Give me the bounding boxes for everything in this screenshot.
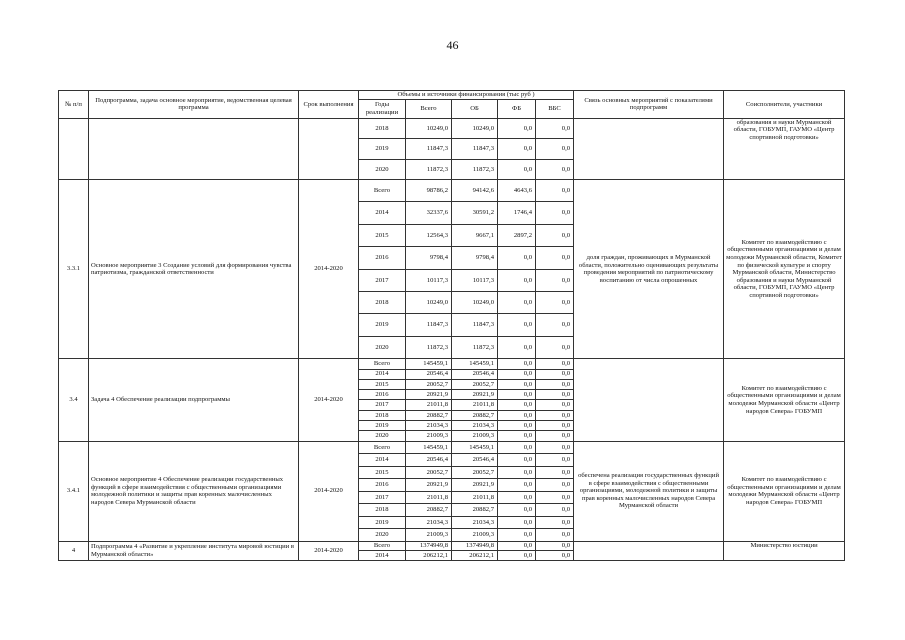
year-cell: 2017 bbox=[359, 491, 406, 504]
vbs-cell: 0,0 bbox=[536, 431, 574, 441]
vbs-cell: 0,0 bbox=[536, 516, 574, 529]
total-cell: 20546,4 bbox=[406, 369, 452, 379]
fb-cell: 4643,6 bbox=[498, 180, 536, 202]
fb-cell: 0,0 bbox=[498, 479, 536, 492]
link-cell: обеспечена реализация государственных функций в сфере взаимодействия с общественными организациями, молодежной политики и защиты прав коренных малочисленных народов Севера Мурманской области bbox=[574, 441, 724, 541]
year-cell: 2015 bbox=[359, 224, 406, 246]
executor-cell: Комитет по взаимодействию с общественными организациями и делам молодежи Мурманской области «Центр народов Севера» ГОБУМП bbox=[724, 441, 845, 541]
year-cell: 2014 bbox=[359, 202, 406, 224]
ob-cell: 1374949,8 bbox=[452, 541, 498, 551]
ob-cell: 9798,4 bbox=[452, 247, 498, 269]
ob-cell: 20052,7 bbox=[452, 379, 498, 389]
header-term: Срок выполнения bbox=[299, 91, 359, 119]
page-number: 46 bbox=[446, 38, 459, 52]
vbs-cell: 0,0 bbox=[536, 379, 574, 389]
table-row bbox=[59, 118, 845, 139]
total-cell: 145459,1 bbox=[406, 359, 452, 369]
vbs-cell: 0,0 bbox=[536, 314, 574, 336]
header-num: № п/п bbox=[59, 91, 89, 119]
fb-cell: 0,0 bbox=[498, 269, 536, 291]
ob-cell: 10117,3 bbox=[452, 269, 498, 291]
vbs-cell: 0,0 bbox=[536, 454, 574, 467]
fb-cell: 0,0 bbox=[498, 441, 536, 454]
vbs-cell: 0,0 bbox=[536, 139, 574, 160]
table-body bbox=[59, 118, 845, 560]
fb-cell: 0,0 bbox=[498, 541, 536, 551]
vbs-cell: 0,0 bbox=[536, 421, 574, 431]
program-cell: Задача 4 Обеспечение реализации подпрограммы bbox=[89, 359, 299, 441]
year-cell: 2016 bbox=[359, 479, 406, 492]
total-cell: 11847,3 bbox=[406, 314, 452, 336]
year-cell: Всего bbox=[359, 541, 406, 551]
ob-cell: 94142,6 bbox=[452, 180, 498, 202]
total-cell: 21034,3 bbox=[406, 516, 452, 529]
vbs-cell: 0,0 bbox=[536, 359, 574, 369]
total-cell: 145459,1 bbox=[406, 441, 452, 454]
executor-cell: Комитет по взаимодействию с общественными организациями и делам молодежи Мурманской области, Комитет по физической культуре и спорту Мурманской области, Министерство образования и науки Мурманской области, ГОБУМП, ГАУМО «Центр спортивной подготовки» bbox=[724, 180, 845, 359]
fb-cell: 0,0 bbox=[498, 369, 536, 379]
vbs-cell: 0,0 bbox=[536, 336, 574, 358]
year-cell: 2020 bbox=[359, 336, 406, 358]
year-cell: 2020 bbox=[359, 529, 406, 542]
table-header bbox=[59, 91, 845, 119]
header-ob: ОБ bbox=[452, 99, 498, 118]
vbs-cell: 0,0 bbox=[536, 180, 574, 202]
year-cell: 2014 bbox=[359, 551, 406, 561]
term-cell: 2014-2020 bbox=[299, 541, 359, 560]
table-row bbox=[59, 359, 845, 369]
ob-cell: 21034,3 bbox=[452, 516, 498, 529]
term-cell: 2014-2020 bbox=[299, 441, 359, 541]
program-cell: Основное мероприятие 3 Создание условий для формирования чувства патриотизма, гражданской ответственности bbox=[89, 180, 299, 359]
ob-cell: 11847,3 bbox=[452, 139, 498, 160]
fb-cell: 0,0 bbox=[498, 400, 536, 410]
year-cell: 2018 bbox=[359, 504, 406, 517]
link-cell bbox=[574, 359, 724, 441]
total-cell: 21011,8 bbox=[406, 400, 452, 410]
ob-cell: 145459,1 bbox=[452, 441, 498, 454]
fb-cell: 0,0 bbox=[498, 516, 536, 529]
vbs-cell: 0,0 bbox=[536, 541, 574, 551]
ob-cell: 20052,7 bbox=[452, 466, 498, 479]
header-link: Связь основных мероприятий с показателями подпрограмм bbox=[574, 91, 724, 119]
year-cell: 2019 bbox=[359, 516, 406, 529]
year-cell: 2014 bbox=[359, 369, 406, 379]
total-cell: 10249,0 bbox=[406, 118, 452, 139]
fb-cell: 0,0 bbox=[498, 421, 536, 431]
total-cell: 21009,3 bbox=[406, 529, 452, 542]
vbs-cell: 0,0 bbox=[536, 269, 574, 291]
ob-cell: 206212,1 bbox=[452, 551, 498, 561]
year-cell: 2019 bbox=[359, 421, 406, 431]
ob-cell: 21009,3 bbox=[452, 529, 498, 542]
total-cell: 12564,3 bbox=[406, 224, 452, 246]
total-cell: 206212,1 bbox=[406, 551, 452, 561]
header-vbs: ВБС bbox=[536, 99, 574, 118]
total-cell: 20921,9 bbox=[406, 479, 452, 492]
vbs-cell: 0,0 bbox=[536, 479, 574, 492]
funding-table bbox=[58, 90, 845, 561]
year-cell: 2016 bbox=[359, 390, 406, 400]
table-row bbox=[59, 441, 845, 454]
vbs-cell: 0,0 bbox=[536, 551, 574, 561]
year-cell: 2016 bbox=[359, 247, 406, 269]
ob-cell: 11872,3 bbox=[452, 336, 498, 358]
vbs-cell: 0,0 bbox=[536, 224, 574, 246]
fb-cell: 0,0 bbox=[498, 551, 536, 561]
total-cell: 21034,3 bbox=[406, 421, 452, 431]
executor-cell: Министерство юстиции bbox=[724, 541, 845, 560]
fb-cell: 0,0 bbox=[498, 118, 536, 139]
year-cell: 2018 bbox=[359, 292, 406, 314]
total-cell: 11847,3 bbox=[406, 139, 452, 160]
ob-cell: 21009,3 bbox=[452, 431, 498, 441]
total-cell: 20052,7 bbox=[406, 379, 452, 389]
year-cell: 2019 bbox=[359, 314, 406, 336]
header-coexec: Соисполнители, участники bbox=[724, 91, 845, 119]
ob-cell: 20546,4 bbox=[452, 454, 498, 467]
fb-cell: 0,0 bbox=[498, 314, 536, 336]
header-funding: Объемы и источники финансирования (тыс руб ) bbox=[359, 91, 574, 100]
ob-cell: 20546,4 bbox=[452, 369, 498, 379]
ob-cell: 21034,3 bbox=[452, 421, 498, 431]
ob-cell: 145459,1 bbox=[452, 359, 498, 369]
year-cell: 2018 bbox=[359, 118, 406, 139]
year-cell: 2020 bbox=[359, 159, 406, 180]
fb-cell: 0,0 bbox=[498, 410, 536, 420]
vbs-cell: 0,0 bbox=[536, 202, 574, 224]
total-cell: 11872,3 bbox=[406, 159, 452, 180]
total-cell: 11872,3 bbox=[406, 336, 452, 358]
fb-cell: 0,0 bbox=[498, 159, 536, 180]
vbs-cell: 0,0 bbox=[536, 247, 574, 269]
ob-cell: 11872,3 bbox=[452, 159, 498, 180]
year-cell: Всего bbox=[359, 359, 406, 369]
total-cell: 21011,8 bbox=[406, 491, 452, 504]
term-cell bbox=[299, 118, 359, 180]
year-cell: 2015 bbox=[359, 379, 406, 389]
total-cell: 9798,4 bbox=[406, 247, 452, 269]
header-years: Годы реализации bbox=[359, 99, 406, 118]
total-cell: 10249,0 bbox=[406, 292, 452, 314]
header-fb: ФБ bbox=[498, 99, 536, 118]
term-cell: 2014-2020 bbox=[299, 359, 359, 441]
ob-cell: 21011,8 bbox=[452, 400, 498, 410]
total-cell: 21009,3 bbox=[406, 431, 452, 441]
fb-cell: 0,0 bbox=[498, 247, 536, 269]
fb-cell: 0,0 bbox=[498, 390, 536, 400]
vbs-cell: 0,0 bbox=[536, 466, 574, 479]
vbs-cell: 0,0 bbox=[536, 159, 574, 180]
num-cell: 3.3.1 bbox=[59, 180, 89, 359]
total-cell: 1374949,8 bbox=[406, 541, 452, 551]
ob-cell: 20921,9 bbox=[452, 479, 498, 492]
total-cell: 20921,9 bbox=[406, 390, 452, 400]
executor-cell: образования и науки Мурманской области, ГОБУМП, ГАУМО «Центр спортивной подготовки» bbox=[724, 118, 845, 180]
ob-cell: 30591,2 bbox=[452, 202, 498, 224]
ob-cell: 20882,7 bbox=[452, 504, 498, 517]
fb-cell: 0,0 bbox=[498, 504, 536, 517]
total-cell: 20052,7 bbox=[406, 466, 452, 479]
fb-cell: 0,0 bbox=[498, 379, 536, 389]
num-cell: 4 bbox=[59, 541, 89, 560]
total-cell: 98786,2 bbox=[406, 180, 452, 202]
vbs-cell: 0,0 bbox=[536, 441, 574, 454]
vbs-cell: 0,0 bbox=[536, 504, 574, 517]
vbs-cell: 0,0 bbox=[536, 118, 574, 139]
total-cell: 10117,3 bbox=[406, 269, 452, 291]
year-cell: 2015 bbox=[359, 466, 406, 479]
vbs-cell: 0,0 bbox=[536, 400, 574, 410]
ob-cell: 11847,3 bbox=[452, 314, 498, 336]
year-cell: 2017 bbox=[359, 400, 406, 410]
table-row bbox=[59, 541, 845, 551]
ob-cell: 10249,0 bbox=[452, 292, 498, 314]
fb-cell: 0,0 bbox=[498, 359, 536, 369]
vbs-cell: 0,0 bbox=[536, 369, 574, 379]
vbs-cell: 0,0 bbox=[536, 491, 574, 504]
fb-cell: 2897,2 bbox=[498, 224, 536, 246]
year-cell: Всего bbox=[359, 180, 406, 202]
num-cell: 3.4 bbox=[59, 359, 89, 441]
vbs-cell: 0,0 bbox=[536, 410, 574, 420]
num-cell bbox=[59, 118, 89, 180]
ob-cell: 10249,0 bbox=[452, 118, 498, 139]
total-cell: 20882,7 bbox=[406, 504, 452, 517]
ob-cell: 21011,8 bbox=[452, 491, 498, 504]
link-cell bbox=[574, 118, 724, 180]
num-cell: 3.4.1 bbox=[59, 441, 89, 541]
year-cell: 2018 bbox=[359, 410, 406, 420]
total-cell: 20546,4 bbox=[406, 454, 452, 467]
fb-cell: 1746,4 bbox=[498, 202, 536, 224]
fb-cell: 0,0 bbox=[498, 491, 536, 504]
program-cell: Основное мероприятие 4 Обеспечение реализации государственных функций в сфере взаимодействия с общественными организациями молодежной политики и защиты прав коренных малочисленных народов Севера Мурманской области bbox=[89, 441, 299, 541]
year-cell: 2019 bbox=[359, 139, 406, 160]
ob-cell: 20882,7 bbox=[452, 410, 498, 420]
link-cell: доля граждан, проживающих в Мурманской области, положительно оценивающих результаты проведения мероприятий по патриотическому воспитанию от числа опрошенных bbox=[574, 180, 724, 359]
term-cell: 2014-2020 bbox=[299, 180, 359, 359]
vbs-cell: 0,0 bbox=[536, 529, 574, 542]
header-program: Подпрограмма, задача основное мероприятие, ведомственная целевая программа bbox=[89, 91, 299, 119]
total-cell: 20882,7 bbox=[406, 410, 452, 420]
executor-cell: Комитет по взаимодействию с общественными организациями и делам молодежи Мурманской области «Центр народов Севера» ГОБУМП bbox=[724, 359, 845, 441]
program-cell: Подпрограмма 4 «Развитие и укрепление института мировой юстиции в Мурманской области» bbox=[89, 541, 299, 560]
header-total: Всего bbox=[406, 99, 452, 118]
year-cell: 2020 bbox=[359, 431, 406, 441]
fb-cell: 0,0 bbox=[498, 529, 536, 542]
year-cell: 2017 bbox=[359, 269, 406, 291]
fb-cell: 0,0 bbox=[498, 336, 536, 358]
year-cell: Всего bbox=[359, 441, 406, 454]
year-cell: 2014 bbox=[359, 454, 406, 467]
program-cell bbox=[89, 118, 299, 180]
link-cell bbox=[574, 541, 724, 560]
vbs-cell: 0,0 bbox=[536, 292, 574, 314]
fb-cell: 0,0 bbox=[498, 454, 536, 467]
total-cell: 32337,6 bbox=[406, 202, 452, 224]
ob-cell: 20921,9 bbox=[452, 390, 498, 400]
fb-cell: 0,0 bbox=[498, 431, 536, 441]
fb-cell: 0,0 bbox=[498, 466, 536, 479]
ob-cell: 9667,1 bbox=[452, 224, 498, 246]
table-row bbox=[59, 180, 845, 202]
fb-cell: 0,0 bbox=[498, 139, 536, 160]
fb-cell: 0,0 bbox=[498, 292, 536, 314]
vbs-cell: 0,0 bbox=[536, 390, 574, 400]
